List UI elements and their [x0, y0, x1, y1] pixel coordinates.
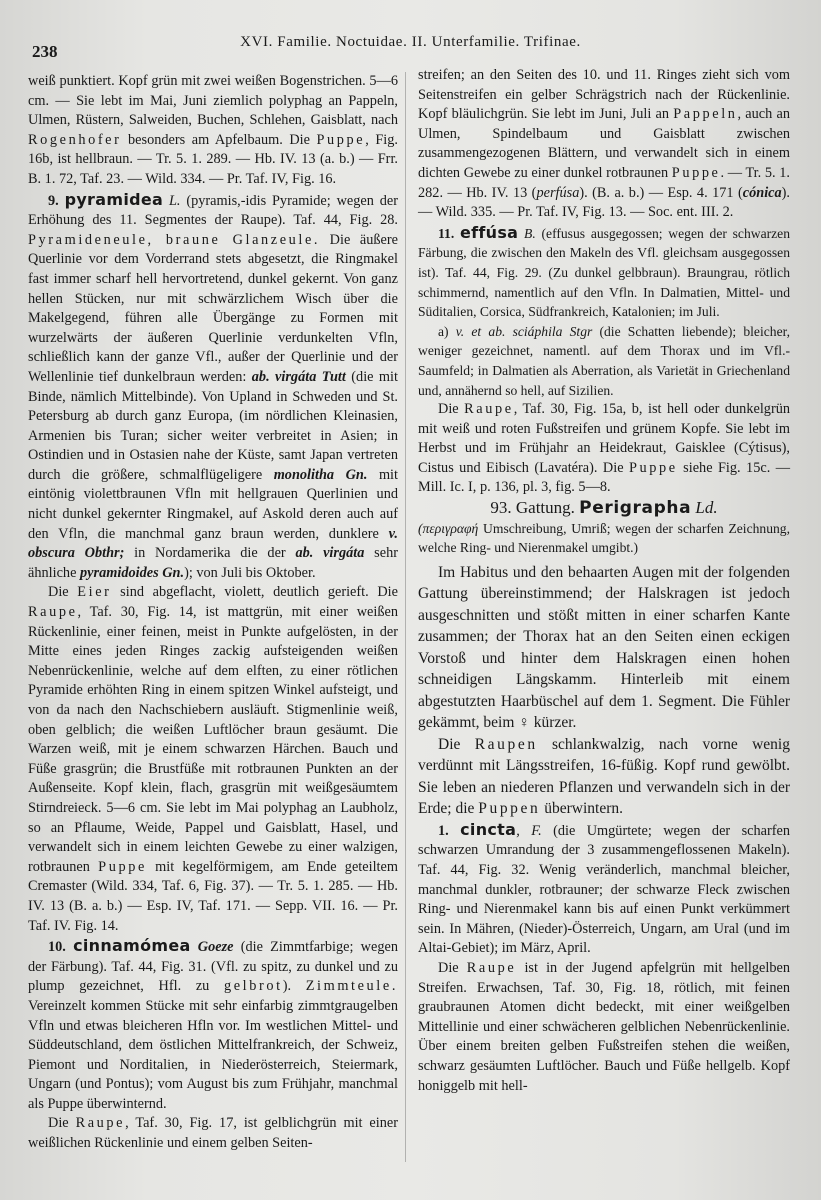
- paragraph-species-cinnamomea: 10. cinnamómea Goeze (die Zimmtfarbige; wegen der Färbung). Taf. 44, Fig. 31. (Vfl. zu spitz, zu dunkel und zu plump gezeichnet, Hfl. zu gelbrot). Zimmteule. Vereinzelt kommen Stücke mit sehr einfarbig zimmtgraugelben Vfln und etwas bleicheren Hfln vor. Im westlichen Mittel- und Süddeutschland, dem östlichen Mittelfrankreich, der Schweiz, Piemont und Norditalien, in Niederösterreich, Steiermark, Ungarn (und Pontus); vom August bis zum Frühjahr, manchmal als Puppe überwinternd.: [28, 936, 398, 1112]
- page-header: [30, 28, 791, 61]
- paragraph-cinnamomea-raupe-cont: streifen; an den Seiten des 10. und 11. Ringes zieht sich vom Seitenstreifen ein gelber Schrägstrich nach der Rückenlinie. Kopf bläulichgrün. Sie lebt im Juni, Juli an Pappeln, auch an Ulmen, Spindelbaum und Gaisblatt zwischen zusammengezogenen Blättern, und verwandelt sich in einem dichten Gewebe zu einer dunkel rotbraunen Puppe. — Tr. 5. 1. 282. — Hb. IV. 13 (perfúsa). (B. a. b.) — Esp. 4. 171 (cónica). — Wild. 335. — Pr. Taf. IV, Fig. 13. — Soc. ent. III. 2.: [418, 67, 791, 221]
- genus-heading: 93. Gattung. Perigrapha Ld.: [490, 498, 718, 519]
- left-column: [28, 72, 398, 1154]
- paragraph-species-8-end: weiß punktiert. Kopf grün mit zwei weißen Bogenstrichen. 5—6 cm. — Sie lebt im Mai, Juni ziemlich polyphag an Pappeln, Ulmen, Rüstern, Salweiden, Buchen, Schlehen, Gaisblatt, nach Rogenhofer besonders am Apfelbaum. Die Puppe, Fig. 16b, ist hellbraun. — Tr. 5. 1. 289. — Hb. IV. 13 (a. b.) — Frr. B. 1. 72, Taf. 23. — Wild. 334. — Pr. Taf. IV, Fig. 16.: [28, 73, 398, 187]
- paragraph-effusa-sciaphila: a) v. et ab. sciáphila Stgr (die Schatten liebende); bleicher, weniger gezeichnet, namentl. auf dem Thorax und im Vfl.-Saumfeld; in Dalmatien als Aberration, als Varietät in Griechenland und, annähernd so hell, auf Sizilien.: [418, 323, 790, 398]
- column-divider: [405, 72, 406, 1162]
- running-title: XVI. Familie. Noctuidae. II. Unterfamilie. Trifinae.: [240, 34, 581, 50]
- paragraph-species-pyramidea: 9. pyramidea L. (pyramis,-idis Pyramide; wegen der Erhöhung des 11. Segmentes der Raupe). Taf. 44, Fig. 28. Pyramideneule, braune Glanzeule. Die äußere Querlinie vor dem Vorderrand stets abgesetzt, die Ringmakel fast immer scharf hell hervortretend, dunkel gekernt. Von ganz hellen Stücken, nur mit schwärzlichem Wisch über die Makelgegend, führen alle Übergänge zu Formen mit wurzelwärts der äußeren Querlinie verdunkelten Vfln, schließlich kann der ganze Vfl., außer der Querlinie und der Wellenlinie tief dunkelbraun werden: ab. virgáta Tutt (die mit Binde, nämlich Mittelbinde). Von Upland in Schweden und St. Petersburg ab durch ganz Europa, (im nördlichen Kleinasien, Armenien bis Turan; sicher weiter verbreitet in Asien; in Ostindien und in Ostasien nahe der Küste, samt Japan vertreten durch die größere, schmalflügeligere monolitha Gn. mit eintönig violettbraunen Vfln mit hellgrauen Querlinien und nicht dunkel gekernter Ringmakel, auf Askold deren auch auf den Vfln, die manchmal ganz braun werden, dunklere v. obscura Obthr; in Nordamerika die der ab. virgáta sehr ähnliche pyramidoides Gn.); von Juli bis Oktober.: [28, 189, 399, 581]
- species-name: cincta: [460, 819, 517, 839]
- genus-description: Im Habitus und den behaarten Augen mit der folgenden Gattung übereinstimmend; der Halskragen ist jedoch ausgeschnitten und stößt mitten in einer scharfen Kante zusammen; der Thorax hat an den Seiten einen eckigen Vorstoß und hinter dem Halskragen einen hohen schneidigen Längskamm. Hinterleib mit einem abgestutzten Haarbüschel auf dem 1. Segment. Die Fühler gekämmt, beim ♀ kürzer.: [418, 563, 790, 732]
- genus-raupen-description: Die Raupen schlankwalzig, nach vorne wenig verdünnt mit Längsstreifen, 16-füßig. Kopf rund gewölbt. Sie leben an niederen Pflanzen und verwandeln sich in der Erde; die Puppen überwintern.: [418, 735, 790, 818]
- paragraph-cinnamomea-raupe: Die Raupe, Taf. 30, Fig. 17, ist gelblichgrün mit einer weißlichen Rückenlinie und einem gelben Seiten-: [28, 1115, 399, 1152]
- paragraph-species-effusa: 11. effúsa B. (effusus ausgegossen; wegen der schwarzen Färbung, die zwischen den Makeln des Vfl. gleichsam ausgegossen ist). Taf. 44, Fig. 29. (Zu dunkel gelbbraun). Braungrau, rötlich schimmernd, namentlich auf den Vfln. In Dalmatien, Mittel- und Süditalien, Corsica, Südfrankreich, Katalonien; im Juli.: [418, 222, 791, 320]
- species-name: cinnamómea: [73, 936, 191, 956]
- species-name: effúsa: [460, 222, 519, 242]
- paragraph-species-cincta: 1. cincta, F. (die Umgürtete; wegen der scharfen schwarzen Umrandung der 3 zusammengeflossenen Makeln). Taf. 44, Fig. 32. Wenig veränderlich, manchmal bleicher, manchmal dunkler, rotbrauner; der schwarze Fleck zwischen Ring- und Nierenmakel kann bis auf einen Punkt verkümmert sein. In Mähren, (Nieder)-Österreich, Ungarn, am Ural (und im Altai-Gebiet); im März, April.: [418, 819, 790, 957]
- paragraph-effusa-raupe: Die Raupe, Taf. 30, Fig. 15a, b, ist hell oder dunkelgrün mit weiß und roten Fußstreifen und grünem Kopfe. Sie lebt im Herbst und im Frühjahr an Heidekraut, Gaisklee (Cýtisus), Cistus und Eibisch (Lavatéra). Die Puppe siehe Fig. 15c. — Mill. Ic. I, p. 136, pl. 3, fig. 5—8.: [418, 401, 791, 496]
- paragraph-cincta-raupe: Die Raupe ist in der Jugend apfelgrün mit hellgelben Streifen. Erwachsen, Taf. 30, Fig. 18, rötlich, mit feinen graubraunen Atomen dicht bedeckt, mit einer weißgelben Mittellinie und einer schwächeren gelblichen Nebenrückenlinie. Über einem breiten gelben Fußstreifen stehen die weißen, schwarz gesäumten Luftlöcher. Bauch und Füße hellgelb. Kopf honiggelb mit hell-: [418, 960, 790, 1094]
- paragraph-pyramidea-raupe: Die Eier sind abgeflacht, violett, deutlich gerieft. Die Raupe, Taf. 30, Fig. 14, ist mattgrün, mit einer weißen Rückenlinie, einer feinen, meist in Punkte aufgelösten, in der Mitte eines jeden Ringes zackig aufsteigenden weißen Nebenrückenlinie, welche auf dem elften, zu einer rötlichen Pyramide erhöhten Ring in einem spitzen Winkel aufsteigt, und von da nach den Nachschiebern ausläuft. Stigmenlinie weiß, oben gelblich; die weißen Luftlöcher braun gesäumt. Die Warzen weiß, mit je einem schwarzen Härchen. Bauch und Füße grasgrün; die Brustfüße mit rotbraunen Punkten an der Außenseite. Kopf klein, flach, grasgrün mit weißgesäumtem Stirndreieck. 5—6 cm. Sie lebt im Mai polyphag an Laubholz, so an Pflaume, Weide, Pappel und Gaisblatt, Hasel, und verwandelt sich in einem leichten Gewebe zu einer walzigen, rotbraunen Puppe mit kegelförmigem, am Ende geteiltem Cremaster (Wild. 334, Taf. 6, Fig. 37). — Tr. 5. 1. 285. — Hb. IV. 13 (B. a. b.) — Esp. IV, Taf. 171. — Sepp. VII. 16. — Pr. Taf. IV. Fig. 14.: [28, 584, 398, 934]
- genus-etymology: (περιγραφή Umschreibung, Umriß; wegen der scharfen Zeichnung, welche Ring- und Nierenmakel umgibt.): [418, 520, 790, 556]
- genus-name: Perigrapha: [579, 498, 692, 519]
- page-number: 238: [32, 42, 58, 61]
- species-name: pyramidea: [64, 189, 164, 209]
- right-column: [418, 66, 790, 1096]
